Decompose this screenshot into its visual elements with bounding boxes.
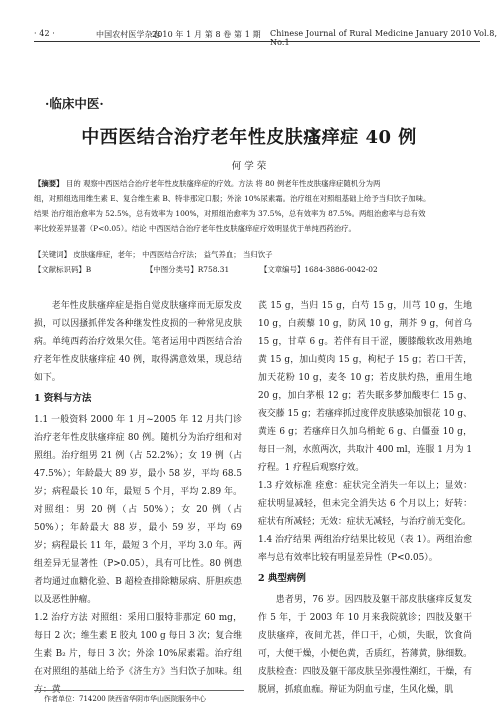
footnote: 作者单位：714200 陕西省华阴市华山医院服务中心 [44,695,206,703]
section-1-2-paragraph [34,609,242,699]
article-title: 中西医结合治疗老年性皮肤瘙痒症 40 例 [81,127,417,148]
page-number: · 42 · [34,29,55,38]
issue-cn: 2010 年 1 月 第 8 卷 第 1 期 [152,30,261,39]
abstract-line-2: 组，对照组选用维生素 E、复合维生素 B、特非那定口服；外涂 10%尿素霜。治疗组在对照组基础上给予当归饮子加味。 [34,194,431,203]
abstract-line-1 [34,176,480,191]
section-2-heading: 2 典型病例 [258,573,306,584]
section-1-1-paragraph [34,411,242,609]
abstract [34,176,480,236]
section-1-4-text: 两组治疗结果比较见（表 1）。两组治愈率与总有效率比较有明显差异性（P<0.05）。 [258,535,472,563]
section-1-heading: 1 资料与方法 [34,393,92,404]
section-1-3-title: 1.3 疗效标准 [258,481,313,491]
abstract-line-3: 结果 治疗组治愈率为 52.5%，总有效率为 100%，对照组治愈率为 37.5%，总有效率为 87.5%。两组治愈率与总有效 [34,209,426,218]
right-column [258,297,472,699]
left-column [34,297,242,699]
section-1-3-paragraph [258,477,472,531]
section-1-3-text: 痊愈：症状完全消失一年以上；显效：症状明显减轻，但未完全消失达 6 个月以上；好转：症状有所减轻；无效：症状无减轻，与治疗前无变化。 [258,481,473,527]
section-1-4-title: 1.4 治疗结果 [258,535,312,545]
journal-name-en: Chinese Journal of Rural Medicine January 2010 Vol.8, No.1 [270,29,498,47]
doc-code: 【文献标识码】B [34,265,92,274]
header-rule [34,41,480,42]
footnote-rule [34,690,244,691]
continued-paragraph: 芪 15 g，当归 15 g，白芍 15 g，川芎 10 g，生地 10 g，白蒺藜 10 g，防风 10 g，荆芥 9 g，何首乌 15 g，甘草 6 g。若伴有目干涩，腰膝酸软改用熟地黄 15 g，加山萸肉 15 g，枸杞子 15 g；若口干苦，加天花粉 10 g，麦冬 10 g；若皮肤灼热，重用生地 20 g，加白茅根 12 g；若失眠多梦加酸枣仁 15 g、夜交藤 15 g；若瘙痒抓过度伴皮肤感染加银花 10 g、黄连 6 g；若瘙痒日久加乌梢蛇 6 g、白僵蚕 10 g，每日一剂，水煎两次，共取汁 400 ml，连服 1 月为 1 疗程。1 疗程后观察疗效。 [258,301,472,473]
section-1-2-text: 对照组：采用口服特非那定 60 mg，每日 2 次；维生素 E 胶丸 100 g 每日 3 次；复合维生素 B₂ 片，每日 3 次；外涂 10%尿素霜。治疗组在对照组的基础上给予《济生方》当归饮子加味。组方：黄 [34,613,243,695]
author: 何 学 荣 [231,161,267,172]
abstract-label: 【摘要】 [34,179,64,188]
intro-paragraph: 老年性皮肤瘙痒症是指自觉皮肤瘙痒而无原发皮损，可以因搔抓伴发各种继发性皮损的一种常见皮肤病。单纯西药治疗效果欠佳。笔者运用中西医结合治疗老年性皮肤瘙痒症 40 例，取得满意效果，现总结如下。 [34,301,242,383]
class-number: 【中图分类号】R758.31 [146,265,230,274]
section-1-2-title: 1.2 治疗方法 [34,613,88,623]
section-1-1-title: 1.1 一般资料 [34,415,88,425]
abstract-text-1: 目的 观察中西医结合治疗老年性皮肤瘙痒症的疗效。方法 将 80 例老年性皮肤瘙痒症随机分为两 [65,179,381,188]
section-2-paragraph: 患者男，76 岁。因四肢及躯干部皮肤瘙痒反复发作 5 年，于 2003 年 10 月来我院就诊；四肢及躯干皮肤瘙痒，夜间尤甚，伴口干，心烦，失眠，饮食尚可，大便干燥，小便色黄，舌质红，苔薄黄，脉细数。皮肤检查：四肢及躯干部皮肤呈弥漫性潮红，干燥，有脱屑，抓痕血痂。辩证为阴血亏虚，生风化燥，肌 [258,595,472,695]
keywords: 【关键词】 皮肤瘙痒症，老年； 中西医结合疗法； 益气养血； 当归饮子 [34,250,273,259]
section-tag: ·临床中医· [45,96,104,111]
section-1-4-paragraph [258,531,472,567]
section-1-1-text: 2000 年 1 月~2005 年 12 月共门诊治疗老年性皮肤瘙痒症 80 例。随机分为治疗组和对照组。治疗组男 21 例（占 52.2%）；女 19 例（占 47.5%）；年龄最大 89 岁，最小 58 岁，平均 68.5 岁；病程最长 10 年，最短 5 个月，平均 2.89 年。对照组：男 20 例（占 50%）；女 20 例（占 50%）；年龄最大 88 岁，最小 59 岁，平均 69 岁；病程最长 11 年，最短 3 个月，平均 3.0 年。两组差异无显著性（P>0.05），具有可比性。80 例患者均通过血糖化验、B 超检查排除糖尿病、肝胆疾患以及恶性肿瘤。 [34,415,243,605]
abstract-line-4: 率比较差异显著（P<0.05）。结论 中西医结合治疗老年性皮肤瘙痒症疗效明显优于单纯西药治疗。 [34,224,356,233]
article-number: 【文章编号】1684-3886-0042-02 [260,265,378,274]
journal-name-cn: 中国农村医学杂志 [96,30,161,39]
